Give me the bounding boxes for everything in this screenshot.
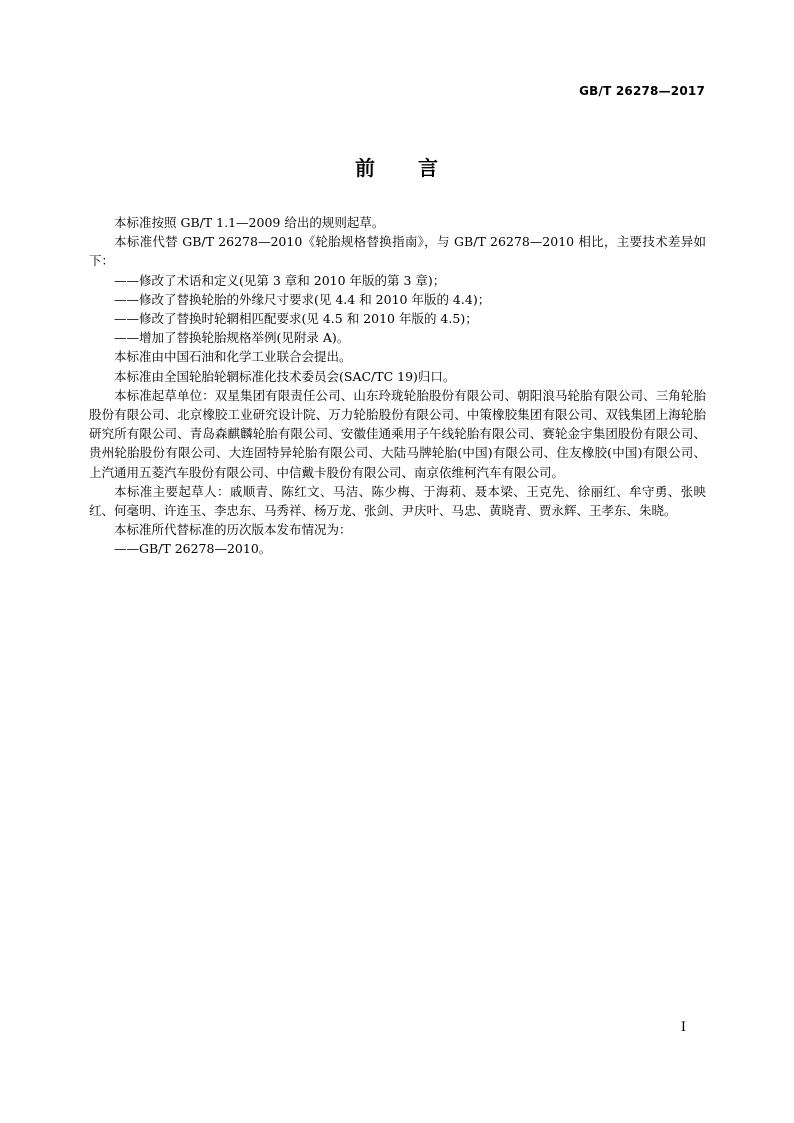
change-item: ——修改了术语和定义(见第 3 章和 2010 年版的第 3 章)； <box>114 272 446 288</box>
change-item: ——增加了替换轮胎规格举例(见附录 A)。 <box>114 330 350 346</box>
page-number: I <box>680 1020 686 1035</box>
change-item: ——修改了替换时轮辋相匹配要求(见 4.5 和 2010 年版的 4.5)； <box>114 311 478 327</box>
paragraph-committee: 本标准由全国轮胎轮辋标准化技术委员会(SAC/TC 19)归口。 <box>114 368 456 384</box>
page-title: 前 言 <box>355 156 439 180</box>
paragraph-drafting-rules: 本标准按照 GB/T 1.1—2009 给出的规则起草。 <box>114 215 385 230</box>
change-item: ——修改了替换轮胎的外缘尺寸要求(见 4.4 和 2010 年版的 4.4)； <box>114 291 491 307</box>
paragraph-drafters: 本标准主要起草人：戚顺青、陈红文、马洁、陈少梅、于海莉、聂本梁、王克先、徐丽红、牟守勇、张映红、何毫明、许连玉、李忠东、马秀祥、杨万龙、张剑、尹庆叶、马忠、黄晓青、贾永辉、王孝东、朱晓。 <box>89 483 706 519</box>
paragraph-history-intro: 本标准所代替标准的历次版本发布情况为： <box>114 522 352 538</box>
paragraph-proposer: 本标准由中国石油和化学工业联合会提出。 <box>114 349 352 365</box>
paragraph-drafting-units: 本标准起草单位：双星集团有限责任公司、山东玲珑轮胎股份有限公司、朝阳浪马轮胎有限公司、三角轮胎股份有限公司、北京橡胶工业研究设计院、万力轮胎股份有限公司、中策橡胶集团有限公司、双钱集团上海轮胎研究所有限公司、青岛森麒麟轮胎有限公司、安徽佳通乘用子午线轮胎有限公司、赛轮金宇集团股份有限公司、贵州轮胎股份有限公司、大连固特异轮胎有限公司、大陆马牌轮胎(中国)有限公司、住友橡胶(中国)有限公司、上汽通用五菱汽车股份有限公司、中信戴卡股份有限公司、南京依维柯汽车有限公司。 <box>89 387 706 480</box>
foreword-body <box>89 213 706 559</box>
history-item: ——GB/T 26278—2010。 <box>114 541 272 557</box>
standard-code: GB/T 26278—2017 <box>579 84 705 98</box>
paragraph-replacement: 本标准代替 GB/T 26278—2010《轮胎规格替换指南》，与 GB/T 26278—2010 相比，主要技术差异如下： <box>89 234 706 269</box>
